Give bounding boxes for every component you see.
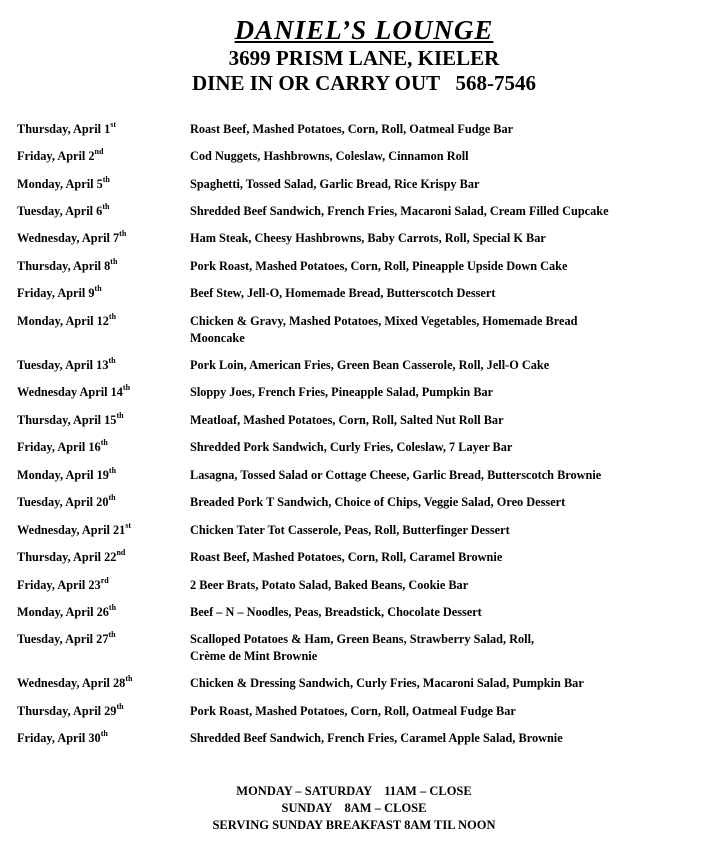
menu-day-suffix: th (108, 629, 116, 639)
menu-day-suffix: th (116, 410, 124, 420)
menu-day-suffix: nd (94, 146, 104, 156)
menu-row (0, 121, 708, 138)
menu-day (17, 384, 130, 401)
menu-day-suffix: th (122, 382, 131, 392)
menu-day-suffix: th (116, 701, 124, 711)
menu-day-label: Monday, April 26 (17, 605, 109, 619)
menu-day-label: Wednesday, April 7 (17, 231, 120, 245)
menu-meal: Beef Stew, Jell-O, Homemade Bread, Butterscotch Dessert (190, 286, 496, 300)
menu-row (0, 176, 708, 193)
breakfast-note: SERVING SUNDAY BREAKFAST 8AM TIL NOON (212, 818, 496, 832)
menu-meal: Chicken & Gravy, Mashed Potatoes, Mixed Vegetables, Homemade Bread Mooncake (190, 314, 578, 345)
menu-day-label: Monday, April 12 (17, 314, 109, 328)
lounge-name: DANIEL’S LOUNGE (234, 15, 494, 45)
menu-row (0, 285, 708, 302)
menu-day-label: Friday, April 23 (17, 578, 101, 592)
menu-day-label: Wednesday, April 21 (17, 523, 126, 537)
menu-day (17, 148, 103, 165)
menu-day-suffix: th (125, 673, 133, 683)
menu-day (17, 703, 124, 720)
menu-day-label: Friday, April 2 (17, 149, 95, 163)
menu-meal: Chicken Tater Tot Casserole, Peas, Roll, Butterfinger Dessert (190, 523, 510, 537)
menu-row (0, 494, 708, 511)
menu-row (0, 549, 708, 566)
contact-line: DINE IN OR CARRY OUT 568-7546 (191, 71, 537, 95)
menu-meal: Sloppy Joes, French Fries, Pineapple Salad, Pumpkin Bar (190, 385, 494, 399)
menu-day-suffix: st (125, 520, 132, 530)
menu-day-suffix: th (108, 602, 117, 612)
menu-meal: Meatloaf, Mashed Potatoes, Corn, Roll, Salted Nut Roll Bar (190, 413, 504, 427)
menu-day-label: Friday, April 30 (17, 731, 101, 745)
menu-row (0, 631, 708, 665)
menu-row (0, 357, 708, 374)
menu-meal: Chicken & Dressing Sandwich, Curly Fries, Macaroni Salad, Pumpkin Bar (190, 676, 584, 690)
menu-day (17, 577, 109, 594)
menu-day-label: Tuesday, April 6 (17, 204, 103, 218)
menu-meal: Scalloped Potatoes & Ham, Green Beans, Strawberry Salad, Roll, Crème de Mint Brownie (190, 632, 535, 663)
menu-day (17, 357, 116, 374)
menu-day-label: Tuesday, April 13 (17, 358, 109, 372)
menu-meal: Beef – N – Noodles, Peas, Breadstick, Chocolate Dessert (190, 605, 482, 619)
address: 3699 PRISM LANE, KIELER (228, 46, 500, 70)
menu-day-suffix: th (108, 465, 117, 475)
menu-day (17, 631, 116, 648)
menu-day (17, 203, 109, 220)
menu-day (17, 549, 125, 566)
menu-day-label: Wednesday April 14 (17, 385, 123, 399)
menu-row (0, 703, 708, 720)
menu-day (17, 522, 131, 539)
menu-meal: Ham Steak, Cheesy Hashbrowns, Baby Carrots, Roll, Special K Bar (190, 231, 546, 245)
menu-day (17, 675, 132, 692)
menu-day (17, 121, 116, 138)
menu-row (0, 258, 708, 275)
menu-meal: Pork Roast, Mashed Potatoes, Corn, Roll, Oatmeal Fudge Bar (190, 704, 516, 718)
menu-day-suffix: th (119, 228, 127, 238)
menu-row (0, 604, 708, 621)
menu-day (17, 285, 102, 302)
menu-day (17, 412, 124, 429)
menu-row (0, 148, 708, 165)
menu-day-label: Tuesday, April 20 (17, 495, 109, 509)
hours-footer (0, 783, 708, 834)
menu-day-suffix: th (94, 283, 102, 293)
menu-meal: Roast Beef, Mashed Potatoes, Corn, Roll, Oatmeal Fudge Bar (190, 122, 514, 136)
menu-row (0, 313, 708, 347)
menu-meal: Pork Loin, American Fries, Green Bean Casserole, Roll, Jell-O Cake (190, 358, 550, 372)
menu-day-suffix: th (102, 174, 110, 184)
menu-day (17, 467, 116, 484)
menu-row (0, 230, 708, 247)
menu-meal: Spaghetti, Tossed Salad, Garlic Bread, Rice Krispy Bar (190, 177, 480, 191)
menu-meal: Breaded Pork T Sandwich, Choice of Chips, Veggie Salad, Oreo Dessert (190, 495, 566, 509)
menu-day (17, 258, 117, 275)
menu-day-label: Thursday, April 15 (17, 413, 117, 427)
menu-row (0, 467, 708, 484)
menu-day-suffix: st (110, 119, 117, 129)
menu-meal: Cod Nuggets, Hashbrowns, Coleslaw, Cinnamon Roll (190, 149, 469, 163)
menu-day-label: Thursday, April 8 (17, 259, 111, 273)
menu-day-label: Tuesday, April 27 (17, 632, 109, 646)
menu-meal: Roast Beef, Mashed Potatoes, Corn, Roll, Caramel Brownie (190, 550, 503, 564)
menu-day-label: Friday, April 16 (17, 440, 101, 454)
menu-row (0, 439, 708, 456)
menu-day-suffix: th (100, 437, 108, 447)
menu-day (17, 230, 126, 247)
menu-meal: Shredded Pork Sandwich, Curly Fries, Coleslaw, 7 Layer Bar (190, 440, 513, 454)
menu-day-suffix: th (100, 728, 108, 738)
menu-meal: Pork Roast, Mashed Potatoes, Corn, Roll, Pineapple Upside Down Cake (190, 259, 568, 273)
menu-day-suffix: rd (100, 575, 109, 585)
menu-row (0, 203, 708, 220)
menu-day-label: Monday, April 5 (17, 177, 103, 191)
menu-day-suffix: th (108, 311, 117, 321)
menu-row (0, 675, 708, 692)
menu-meal: Lasagna, Tossed Salad or Cottage Cheese, Garlic Bread, Butterscotch Brownie (190, 468, 602, 482)
menu-meal: 2 Beer Brats, Potato Salad, Baked Beans, Cookie Bar (190, 578, 469, 592)
sunday-hours: SUNDAY 8AM – CLOSE (281, 801, 427, 815)
menu-day-label: Thursday, April 22 (17, 550, 117, 564)
menu-day (17, 176, 110, 193)
menu-day-suffix: th (108, 355, 116, 365)
menu-meal: Shredded Beef Sandwich, French Fries, Caramel Apple Salad, Brownie (190, 731, 563, 745)
menu-day (17, 313, 116, 330)
weekday-hours: MONDAY – SATURDAY 11AM – CLOSE (236, 784, 472, 798)
menu-day-suffix: th (102, 201, 110, 211)
menu-day (17, 494, 116, 511)
menu-day (17, 439, 108, 456)
menu-meal: Shredded Beef Sandwich, French Fries, Macaroni Salad, Cream Filled Cupcake (190, 204, 609, 218)
page-header (0, 14, 708, 96)
menu-row (0, 577, 708, 594)
menu-day-label: Friday, April 9 (17, 286, 95, 300)
menu-day (17, 604, 116, 621)
menu-row (0, 412, 708, 429)
menu-row (0, 730, 708, 747)
menu-row (0, 522, 708, 539)
menu-day-suffix: nd (116, 547, 126, 557)
menu-day-label: Wednesday, April 28 (17, 676, 126, 690)
menu-day-label: Thursday, April 29 (17, 704, 117, 718)
menu-day-suffix: th (108, 492, 116, 502)
menu-day-label: Monday, April 19 (17, 468, 109, 482)
menu-day-label: Thursday, April 1 (17, 122, 111, 136)
menu-day (17, 730, 108, 747)
menu-row (0, 384, 708, 401)
menu-day-suffix: th (110, 256, 118, 266)
